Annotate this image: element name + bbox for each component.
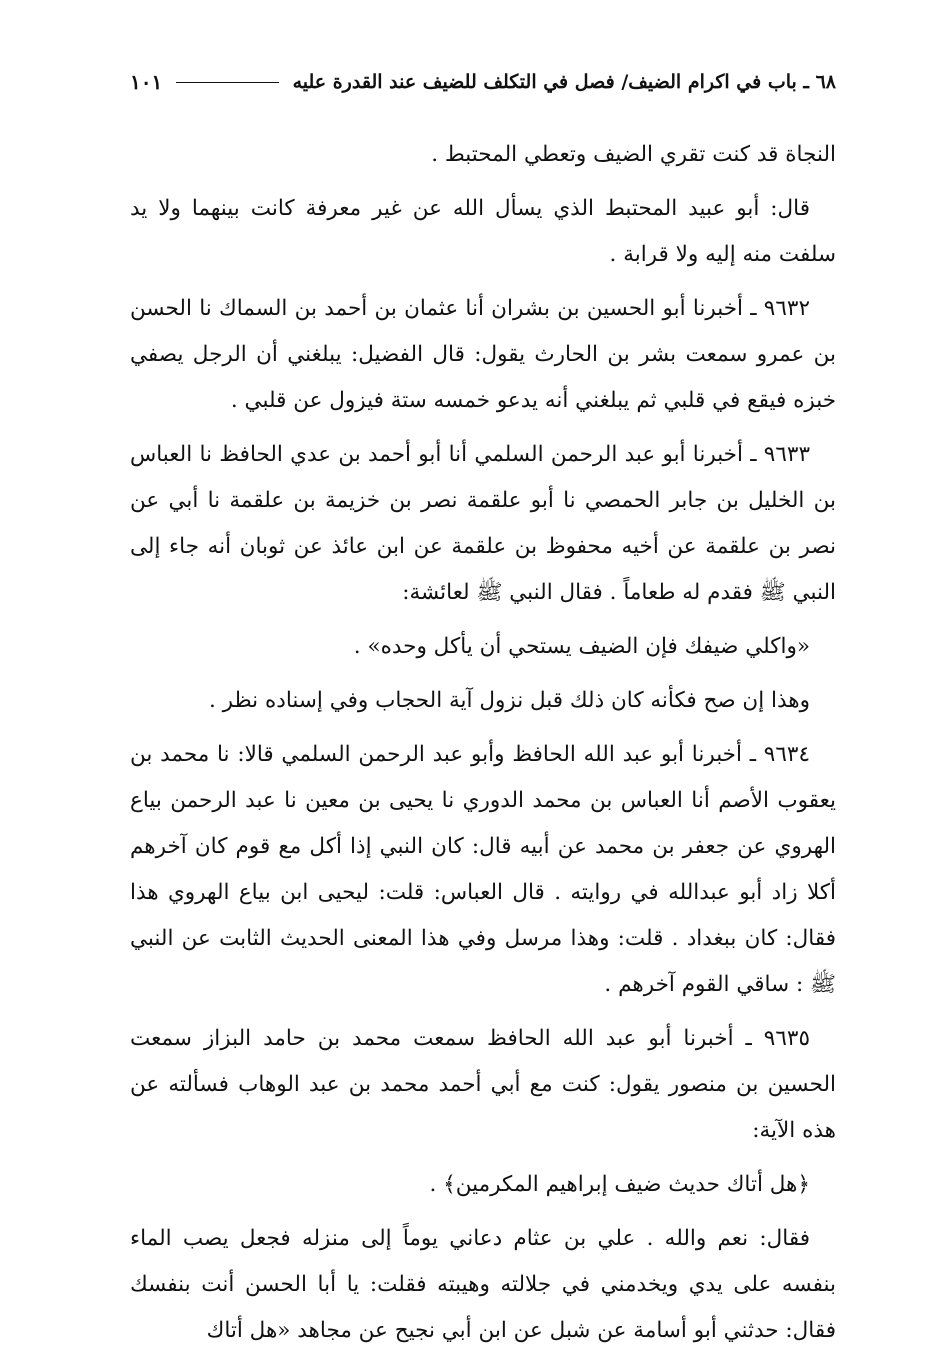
- quran-verse: ﴿هل أتاك حديث ضيف إبراهيم المكرمين﴾ .: [429, 1172, 810, 1197]
- paragraph-narration: فقال: نعم والله . علي بن عثام دعاني يوماً إلى منزله فجعل يصب الماء بنفسه على يدي ويخدمني في جلالته وهيبته فقلت: يا أبا الحسن أنت بنفسك فقال: حدثني أبو أسامة عن شبل عن ابن أبي نجيح عن مجاهد «هل أتاك: [130, 1226, 836, 1343]
- hadith-9635: ٩٦٣٥ ـ أخبرنا أبو عبد الله الحافظ سمعت محمد بن حامد البزاز سمعت الحسين بن منصور يقول: كنت مع أبي أحمد محمد بن عبد الوهاب فسألته عن هذه الآية:: [130, 1026, 836, 1143]
- hadith-9632: ٩٦٣٢ ـ أخبرنا أبو الحسين بن بشران أنا عثمان بن أحمد بن السماك نا الحسن بن عمرو سمعت بشر بن الحارث يقول: قال الفضيل: يبلغني أن الرجل يصفي خبزه فيقع في قلبي ثم يبلغني أنه يدعو خمسه ستة فيزول عن قلبي .: [130, 296, 836, 413]
- paragraph-isnad-note: وهذا إن صح فكأنه كان ذلك قبل نزول آية الحجاب وفي إسناده نظر .: [209, 688, 810, 713]
- hadith-9634: ٩٦٣٤ ـ أخبرنا أبو عبد الله الحافظ وأبو عبد الرحمن السلمي قالا: نا محمد بن يعقوب الأصم أنا العباس بن محمد الدوري نا يحيى بن معين نا عبد الرحمن بياع الهروي عن جعفر بن محمد عن أبيه قال: كان النبي إذا أكل مع قوم كان آخرهم أكلا زاد أبو عبدالله في روايته . قال العباس: قلت: ليحيى ابن بياع الهروي هذا فقال: كان ببغداد . قلت: وهذا مرسل وفي هذا المعنى الحديث الثابت عن النبي ﷺ : ساقي القوم آخرهم .: [130, 742, 837, 997]
- chapter-title: ٦٨ ـ باب في اكرام الضيف/ فصل في التكلف للضيف عند القدرة عليه: [292, 71, 836, 93]
- hadith-9633: ٩٦٣٣ ـ أخبرنا أبو عبد الرحمن السلمي أنا أبو أحمد بن عدي الحافظ نا العباس بن الخليل بن جابر الحمصي نا أبو علقمة نصر بن خزيمة بن علقمة نا أبي عن نصر بن علقمة عن أخيه محفوظ بن علقمة عن ابن عائذ عن ثوبان أنه جاء إلى النبي ﷺ فقدم له طعاماً . فقال النبي ﷺ لعائشة:: [130, 442, 836, 605]
- header-rule: [176, 82, 278, 83]
- paragraph-commentary: قال: أبو عبيد المحتبط الذي يسأل الله عن غير معرفة كانت بينهما ولا يد سلفت منه إليه ولا قرابة .: [130, 196, 836, 267]
- running-header: [130, 60, 836, 104]
- book-page: [130, 60, 836, 1362]
- page-number: ١٠١: [130, 70, 163, 94]
- paragraph-continuation: النجاة قد كنت تقري الضيف وتعطي المحتبط .: [431, 142, 836, 167]
- hadith-quote: «واكلي ضيفك فإن الضيف يستحي أن يأكل وحده» .: [353, 634, 810, 659]
- page-body: [130, 132, 836, 1354]
